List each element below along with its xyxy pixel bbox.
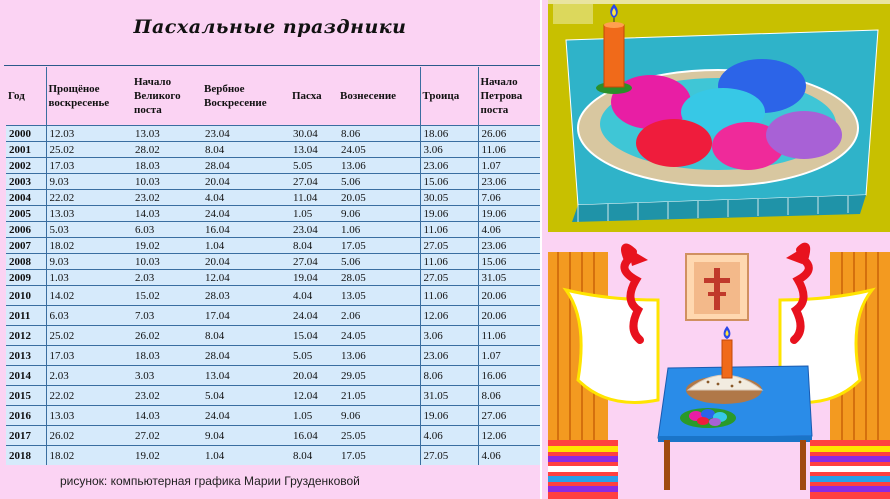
column-header-year: Год bbox=[8, 90, 25, 102]
date-cell: 23.06 bbox=[420, 346, 478, 366]
table-row bbox=[6, 190, 540, 206]
date-cell: 25.02 bbox=[46, 326, 132, 346]
year-cell: 2012 bbox=[6, 326, 46, 346]
date-cell: 24.04 bbox=[202, 206, 290, 222]
date-cell: 17.03 bbox=[46, 346, 132, 366]
date-cell: 19.02 bbox=[132, 446, 202, 466]
date-cell: 21.05 bbox=[338, 386, 420, 406]
page-title: Пасхальные праздники bbox=[133, 16, 407, 38]
date-cell: 24.04 bbox=[290, 306, 338, 326]
date-cell: 1.03 bbox=[46, 270, 132, 286]
date-cell: 19.06 bbox=[478, 206, 540, 222]
date-cell: 4.06 bbox=[420, 426, 478, 446]
date-cell: 18.02 bbox=[46, 238, 132, 254]
date-cell: 20.04 bbox=[202, 174, 290, 190]
image-credit-caption: рисунок: компьютерная графика Марии Грузденковой bbox=[60, 474, 360, 488]
date-cell: 5.06 bbox=[338, 254, 420, 270]
year-cell: 2015 bbox=[6, 386, 46, 406]
date-cell: 13.06 bbox=[338, 346, 420, 366]
date-cell: 11.06 bbox=[478, 142, 540, 158]
year-cell: 2016 bbox=[6, 406, 46, 426]
year-cell: 2001 bbox=[6, 142, 46, 158]
year-cell: 2006 bbox=[6, 222, 46, 238]
year-cell: 2018 bbox=[6, 446, 46, 466]
date-cell: 31.05 bbox=[420, 386, 478, 406]
date-cell: 17.05 bbox=[338, 238, 420, 254]
easter-table-illustration bbox=[548, 240, 890, 499]
table-row bbox=[6, 366, 540, 386]
date-cell: 27.04 bbox=[290, 254, 338, 270]
date-cell: 10.03 bbox=[132, 254, 202, 270]
date-cell: 8.04 bbox=[290, 446, 338, 466]
table-row bbox=[6, 306, 540, 326]
date-cell: 13.03 bbox=[132, 126, 202, 142]
date-cell: 1.06 bbox=[338, 222, 420, 238]
date-cell: 12.04 bbox=[202, 270, 290, 286]
date-cell: 27.06 bbox=[478, 406, 540, 426]
year-cell: 2013 bbox=[6, 346, 46, 366]
date-cell: 10.03 bbox=[132, 174, 202, 190]
date-cell: 8.04 bbox=[202, 326, 290, 346]
date-cell: 2.03 bbox=[132, 270, 202, 286]
year-cell: 2004 bbox=[6, 190, 46, 206]
table-row bbox=[6, 346, 540, 366]
date-cell: 23.02 bbox=[132, 190, 202, 206]
date-cell: 5.03 bbox=[46, 222, 132, 238]
date-cell: 20.05 bbox=[338, 190, 420, 206]
date-cell: 15.06 bbox=[478, 254, 540, 270]
year-cell: 2011 bbox=[6, 306, 46, 326]
date-cell: 25.02 bbox=[46, 142, 132, 158]
date-cell: 22.02 bbox=[46, 190, 132, 206]
date-cell: 29.05 bbox=[338, 366, 420, 386]
date-cell: 28.03 bbox=[202, 286, 290, 306]
date-cell: 26.06 bbox=[478, 126, 540, 142]
date-cell: 13.05 bbox=[338, 286, 420, 306]
year-cell: 2007 bbox=[6, 238, 46, 254]
date-cell: 6.03 bbox=[132, 222, 202, 238]
date-cell: 1.07 bbox=[478, 346, 540, 366]
year-cell: 2003 bbox=[6, 174, 46, 190]
column-header-easter: Пасха bbox=[292, 90, 322, 102]
date-cell: 9.06 bbox=[338, 406, 420, 426]
date-cell: 13.06 bbox=[338, 158, 420, 174]
table-row bbox=[6, 158, 540, 174]
date-cell: 20.04 bbox=[290, 366, 338, 386]
date-cell: 19.02 bbox=[132, 238, 202, 254]
year-cell: 2010 bbox=[6, 286, 46, 306]
table-row bbox=[6, 326, 540, 346]
date-cell: 12.06 bbox=[478, 426, 540, 446]
date-cell: 4.04 bbox=[290, 286, 338, 306]
date-cell: 14.02 bbox=[46, 286, 132, 306]
year-cell: 2017 bbox=[6, 426, 46, 446]
date-cell: 4.04 bbox=[202, 190, 290, 206]
date-cell: 23.04 bbox=[202, 126, 290, 142]
year-cell: 2005 bbox=[6, 206, 46, 222]
date-cell: 24.05 bbox=[338, 142, 420, 158]
date-cell: 28.02 bbox=[132, 142, 202, 158]
date-cell: 27.05 bbox=[420, 238, 478, 254]
date-cell: 28.04 bbox=[202, 346, 290, 366]
table-row bbox=[6, 142, 540, 158]
date-cell: 5.05 bbox=[290, 346, 338, 366]
column-header-trinity: Троица bbox=[420, 67, 478, 126]
date-cell: 17.04 bbox=[202, 306, 290, 326]
year-cell: 2008 bbox=[6, 254, 46, 270]
date-cell: 25.05 bbox=[338, 426, 420, 446]
date-cell: 1.04 bbox=[202, 446, 290, 466]
date-cell: 5.06 bbox=[338, 174, 420, 190]
year-cell: 2014 bbox=[6, 366, 46, 386]
date-cell: 23.06 bbox=[478, 174, 540, 190]
year-cell: 2009 bbox=[6, 270, 46, 286]
date-cell: 8.06 bbox=[338, 126, 420, 142]
date-cell: 5.04 bbox=[202, 386, 290, 406]
table-row bbox=[6, 238, 540, 254]
date-cell: 1.04 bbox=[202, 238, 290, 254]
date-cell: 7.06 bbox=[478, 190, 540, 206]
date-cell: 4.06 bbox=[478, 222, 540, 238]
date-cell: 17.05 bbox=[338, 446, 420, 466]
date-cell: 18.03 bbox=[132, 158, 202, 174]
date-cell: 11.06 bbox=[420, 254, 478, 270]
date-cell: 8.04 bbox=[202, 142, 290, 158]
column-header-forgiveness-sunday: Прощёное воскресенье bbox=[46, 67, 132, 126]
date-cell: 3.06 bbox=[420, 326, 478, 346]
header-rule bbox=[4, 65, 540, 66]
column-header-lent-start: Начало Великого поста bbox=[134, 76, 181, 116]
date-cell: 16.04 bbox=[202, 222, 290, 238]
date-cell: 16.06 bbox=[478, 366, 540, 386]
date-cell: 1.07 bbox=[478, 158, 540, 174]
date-cell: 3.06 bbox=[420, 142, 478, 158]
table-row bbox=[6, 254, 540, 270]
date-cell: 16.04 bbox=[290, 426, 338, 446]
date-cell: 26.02 bbox=[132, 326, 202, 346]
date-cell: 11.06 bbox=[478, 326, 540, 346]
date-cell: 27.04 bbox=[290, 174, 338, 190]
date-cell: 23.04 bbox=[290, 222, 338, 238]
column-header-peter-fast-start: Начало Петрова поста bbox=[478, 67, 540, 126]
table-row bbox=[6, 386, 540, 406]
year-cell: 2000 bbox=[6, 126, 46, 142]
table-row bbox=[6, 426, 540, 446]
date-cell: 12.03 bbox=[46, 126, 132, 142]
date-cell: 5.05 bbox=[290, 158, 338, 174]
column-header-ascension: Вознесение bbox=[340, 90, 397, 102]
date-cell: 24.05 bbox=[338, 326, 420, 346]
table-row bbox=[6, 406, 540, 426]
date-cell: 6.03 bbox=[46, 306, 132, 326]
date-cell: 3.03 bbox=[132, 366, 202, 386]
date-cell: 28.05 bbox=[338, 270, 420, 286]
date-cell: 20.06 bbox=[478, 306, 540, 326]
table-row bbox=[6, 286, 540, 306]
date-cell: 9.03 bbox=[46, 254, 132, 270]
date-cell: 14.03 bbox=[132, 206, 202, 222]
date-cell: 11.04 bbox=[290, 190, 338, 206]
date-cell: 7.03 bbox=[132, 306, 202, 326]
date-cell: 27.05 bbox=[420, 270, 478, 286]
date-cell: 1.05 bbox=[290, 206, 338, 222]
date-cell: 28.04 bbox=[202, 158, 290, 174]
year-cell: 2002 bbox=[6, 158, 46, 174]
date-cell: 30.04 bbox=[290, 126, 338, 142]
table-row bbox=[6, 222, 540, 238]
date-cell: 27.05 bbox=[420, 446, 478, 466]
table-row bbox=[6, 174, 540, 190]
table-row bbox=[6, 206, 540, 222]
date-cell: 8.06 bbox=[478, 386, 540, 406]
date-cell: 23.06 bbox=[420, 158, 478, 174]
date-cell: 19.04 bbox=[290, 270, 338, 286]
date-cell: 9.06 bbox=[338, 206, 420, 222]
date-cell: 27.02 bbox=[132, 426, 202, 446]
date-cell: 11.06 bbox=[420, 222, 478, 238]
date-cell: 13.04 bbox=[202, 366, 290, 386]
date-cell: 15.04 bbox=[290, 326, 338, 346]
date-cell: 18.03 bbox=[132, 346, 202, 366]
date-cell: 12.06 bbox=[420, 306, 478, 326]
table-row bbox=[6, 126, 540, 142]
date-cell: 20.04 bbox=[202, 254, 290, 270]
date-cell: 11.06 bbox=[420, 286, 478, 306]
date-cell: 23.02 bbox=[132, 386, 202, 406]
date-cell: 19.06 bbox=[420, 406, 478, 426]
date-cell: 15.02 bbox=[132, 286, 202, 306]
table-header-row bbox=[6, 67, 540, 126]
table-row bbox=[6, 446, 540, 466]
date-cell: 17.03 bbox=[46, 158, 132, 174]
date-cell: 2.06 bbox=[338, 306, 420, 326]
date-cell: 1.05 bbox=[290, 406, 338, 426]
date-cell: 18.06 bbox=[420, 126, 478, 142]
date-cell: 18.02 bbox=[46, 446, 132, 466]
holidays-table bbox=[6, 67, 540, 465]
date-cell: 8.06 bbox=[420, 366, 478, 386]
date-cell: 13.03 bbox=[46, 406, 132, 426]
easter-eggs-illustration bbox=[548, 0, 890, 232]
date-cell: 9.04 bbox=[202, 426, 290, 446]
column-header-palm-sunday: Вербное Воскресение bbox=[204, 83, 267, 109]
table-row bbox=[6, 270, 540, 286]
date-cell: 23.06 bbox=[478, 238, 540, 254]
date-cell: 13.03 bbox=[46, 206, 132, 222]
date-cell: 8.04 bbox=[290, 238, 338, 254]
date-cell: 26.02 bbox=[46, 426, 132, 446]
date-cell: 20.06 bbox=[478, 286, 540, 306]
date-cell: 2.03 bbox=[46, 366, 132, 386]
date-cell: 15.06 bbox=[420, 174, 478, 190]
date-cell: 13.04 bbox=[290, 142, 338, 158]
date-cell: 22.02 bbox=[46, 386, 132, 406]
date-cell: 4.06 bbox=[478, 446, 540, 466]
date-cell: 19.06 bbox=[420, 206, 478, 222]
date-cell: 14.03 bbox=[132, 406, 202, 426]
date-cell: 9.03 bbox=[46, 174, 132, 190]
date-cell: 30.05 bbox=[420, 190, 478, 206]
date-cell: 31.05 bbox=[478, 270, 540, 286]
date-cell: 12.04 bbox=[290, 386, 338, 406]
date-cell: 24.04 bbox=[202, 406, 290, 426]
